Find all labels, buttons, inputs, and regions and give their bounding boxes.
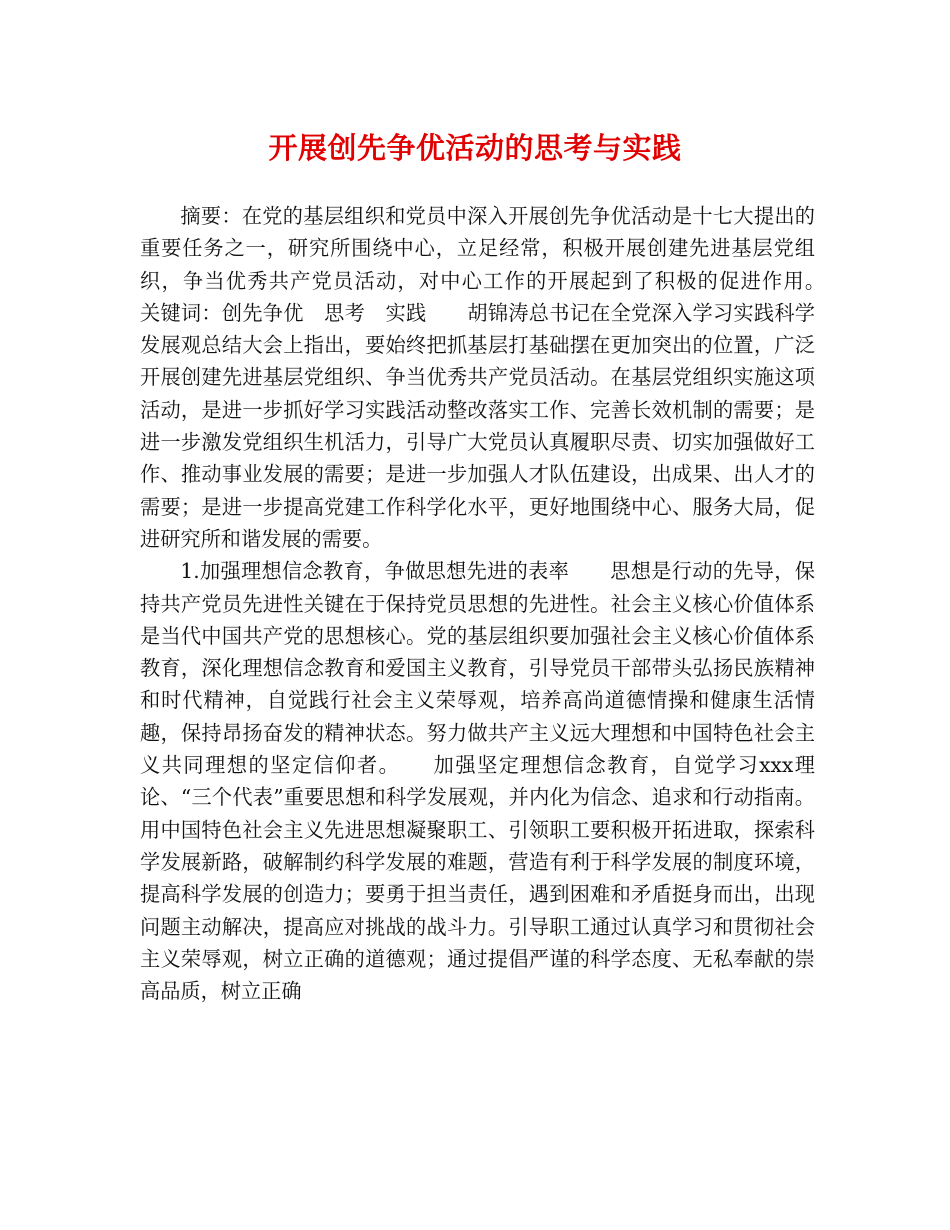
paragraph-abstract: 摘要：在党的基层组织和党员中深入开展创先争优活动是十七大提出的重要任务之一，研究所围绕中心，立足经常，积极开展创建先进基层党组织，争当优秀共产党员活动，对中心工作的开展起到了积极的促进作用。 关键词：创先争优 思考 实践 胡锦涛总书记在全党深入学习实践科学发展观总结大会上指出，要始终把抓基层打基础摆在更加突出的位置，广泛开展创建先进基层党组织、争当优秀共产党员活动。在基层党组织实施这项活动，是进一步抓好学习实践活动整改落实工作、完善长效机制的需要；是进一步激发党组织生机活力，引导广大党员认真履职尽责、切实加强做好工作、推动事业发展的需要；是进一步加强人才队伍建设，出成果、出人才的需要；是进一步提高党建工作科学化水平，更好地围绕中心、服务大局，促进研究所和谐发展的需要。 — [140, 204, 856, 551]
paragraph-section-1: 1.加强理想信念教育，争做思想先进的表率 思想是行动的先导，保持共产党员先进性关键在于保持党员思想的先进性。社会主义核心价值体系是当代中国共产党的思想核心。党的基层组织要加强社会主义核心价值体系教育，深化理想信念教育和爱国主义教育，引导党员干部带头弘扬民族精神和时代精神，自觉践行社会主义荣辱观，培养高尚道德情操和健康生活情趣，保持昂扬奋发的精神状态。努力做共产主义远大理想和中国特色社会主义共同理想的坚定信仰者。 加强坚定理想信念教育，自觉学习xxx理论、“三个代表”重要思想和科学发展观，并内化为信念、追求和行动指南。用中国特色社会主义先进思想凝聚职工、引领职工要积极开拓进取，探索科学发展新路，破解制约科学发展的难题，营造有利于科学发展的制度环境，提高科学发展的创造力；要勇于担当责任，遇到困难和矛盾挺身而出，出现问题主动解决，提高应对挑战的战斗力。引导职工通过认真学习和贯彻社会主义荣辱观，树立正确的道德观；通过提倡严谨的科学态度、无私奉献的崇高品质，树立正确 — [140, 559, 815, 1004]
document-title: 开展创先争优活动的思考与实践 — [268, 131, 682, 165]
document-body — [140, 200, 856, 1007]
